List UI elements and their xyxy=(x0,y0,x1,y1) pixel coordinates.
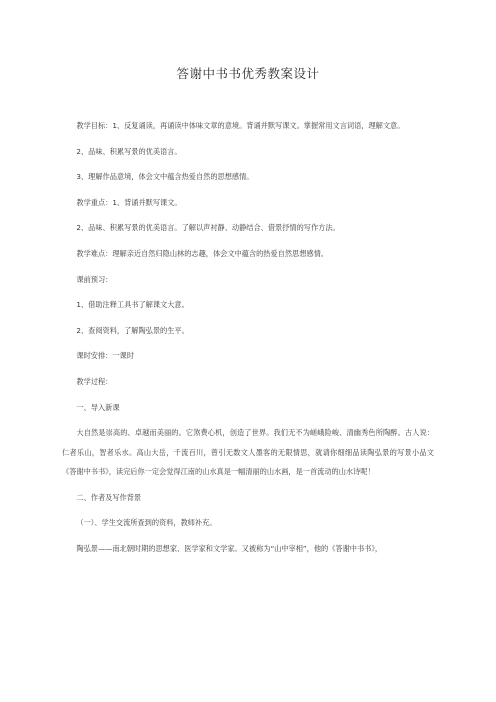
document-title: 答谢中书书优秀教案设计 xyxy=(176,66,320,81)
paragraph: 1、借助注释工具书了解课文大意。 xyxy=(76,300,189,310)
section-heading: 一、导入新课 xyxy=(76,402,120,412)
paragraph: 3、理解作品意境，体会文中蕴含热爱自然的思想感情。 xyxy=(76,172,254,182)
paragraph: 课前预习： xyxy=(76,274,113,284)
paragraph: 教学难点：理解亲近自然归隐山林的志趣，体会文中蕴含的热爱自然思想感情。 xyxy=(76,248,328,258)
paragraph: 教学目标：1、反复诵读，再诵读中体味文章的意境。背诵并默写课文。掌握常用文言词语，理解文意。 xyxy=(76,121,405,130)
paragraph: 陶弘景——南北朝时期的思想家、医学家和文学家。又被称为“山中宰相”，他的《答谢中书书》， xyxy=(76,543,383,553)
paragraph: 课时安排：一课时 xyxy=(76,351,134,361)
paragraph: 2、查阅资料，了解陶弘景的生平。 xyxy=(76,325,189,335)
paragraph: 2、品味、积累写景的优美语言。了解以声衬静、动静结合、借景抒情的写作方法。 xyxy=(76,223,340,233)
document-body xyxy=(62,116,434,565)
paragraph: 教学过程： xyxy=(76,376,113,386)
paragraph: 教学重点：1、背诵并默写课文。 xyxy=(76,197,182,207)
section-heading: 二、作者及写作背景 xyxy=(76,492,142,502)
paragraph: 2、品味、积累写景的优美语言。 xyxy=(76,146,182,156)
paragraph: （一）、学生交流所查到的资料，教师补充。 xyxy=(76,518,217,528)
paragraph: 大自然是崇高的、卓越而美丽的。它煞费心机，创造了世界。我们无不为嵯峨险峻、清幽秀色所陶醉。古人说：仁者乐山，智者乐水。高山大岳，千流百川，曾引无数文人墨客的无限情思，就请你细细品读陶弘景的写景小品文《答谢中书书》，读完后你一定会觉得江南的山水真是一幅清丽的山水画，是一首流动的山水诗呢！ xyxy=(62,428,434,477)
